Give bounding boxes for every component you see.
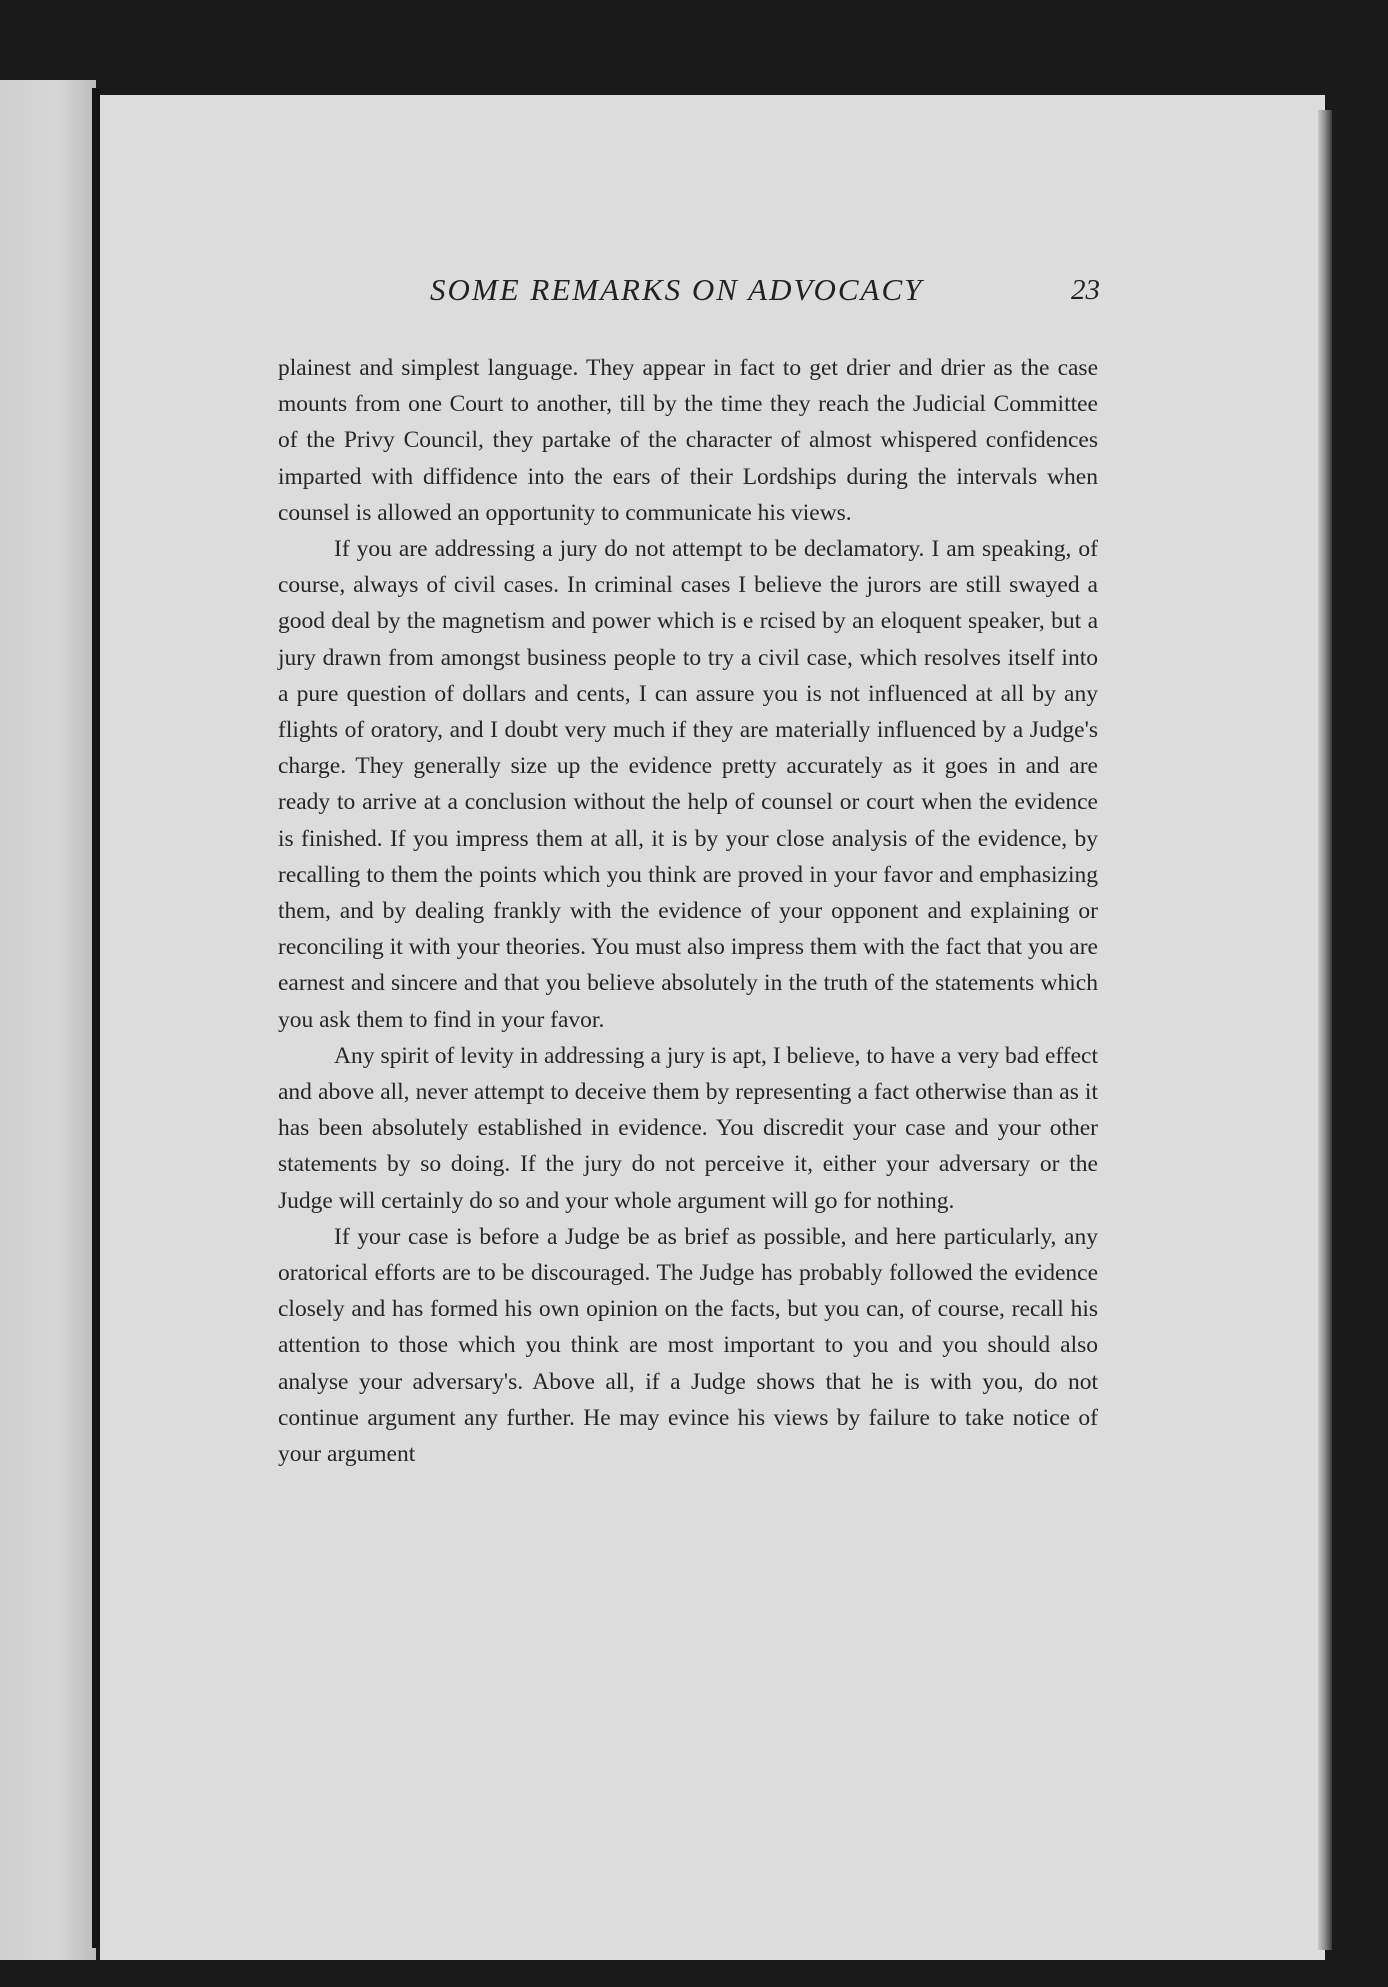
paragraph-before-judge: If your case is before a Judge be as brief as possible, and here particularly, any oratorical efforts are to be discouraged. The Judge has probably followed the evidence closely and has formed his own opinion on the facts, but you can, of course, recall his attention to those which you think are most important to you and you should also analyse your adversary's. Above all, if a Judge shows that he is with you, do not continue argument any further. He may evince his views by failure to take notice of your argument [278, 1223, 1098, 1468]
paragraph-continued: plainest and simplest language. They appear in fact to get drier and drier as the case mounts from one Court to another, till by the time they reach the Judicial Committee of the Privy Council, they partake of the character of almost whispered confidences imparted with diffidence into the ears of their Lordships during the intervals when counsel is allowed an opportunity to communicate his views. [278, 355, 1098, 526]
facing-page-edge [0, 80, 96, 1960]
running-title: SOME REMARKS ON ADVOCACY [430, 272, 924, 307]
paragraph-jury-declamatory: If you are addressing a jury do not attempt to be declamatory. I am speaking, of course, always of civil cases. In criminal cases I believe the jurors are still swayed a good deal by the magnetism and power which is e rcised by an eloquent speaker, but a jury drawn from amongst business people to try a civil case, which resolves itself into a pure question of dollars and cents, I can assure you is not influenced at all by any flights of oratory, and I doubt very much if they are materially influenced by a Judge's charge. They generally size up the evidence pretty accurately as it goes in and are ready to arrive at a conclusion without the help of counsel or court when the evidence is finished. If you impress them at all, it is by your close analysis of the evidence, by recalling to them the points which you think are proved in your favor and emphasizing them, and by dealing frankly with the evidence of your opponent and explaining or reconciling it with your theories. You must also impress them with the fact that you are earnest and sincere and that you believe absolutely in the truth of the statements which you ask them to find in your favor. [278, 536, 1098, 1033]
paragraph-levity: Any spirit of levity in addressing a jury is apt, I believe, to have a very bad effect and above all, never attempt to deceive them by representing a fact otherwise than as it has been absolutely established in evidence. You discredit your case and your other statements by so doing. If the jury do not perceive it, either your adversary or the Judge will certainly do so and your whole argument will go for nothing. [278, 1042, 1098, 1214]
page-number: 23 [1071, 274, 1100, 306]
page-edge-shadow [1318, 110, 1332, 1950]
body-text [278, 350, 1098, 1472]
running-head [280, 272, 1100, 322]
book-gutter [92, 88, 100, 1948]
